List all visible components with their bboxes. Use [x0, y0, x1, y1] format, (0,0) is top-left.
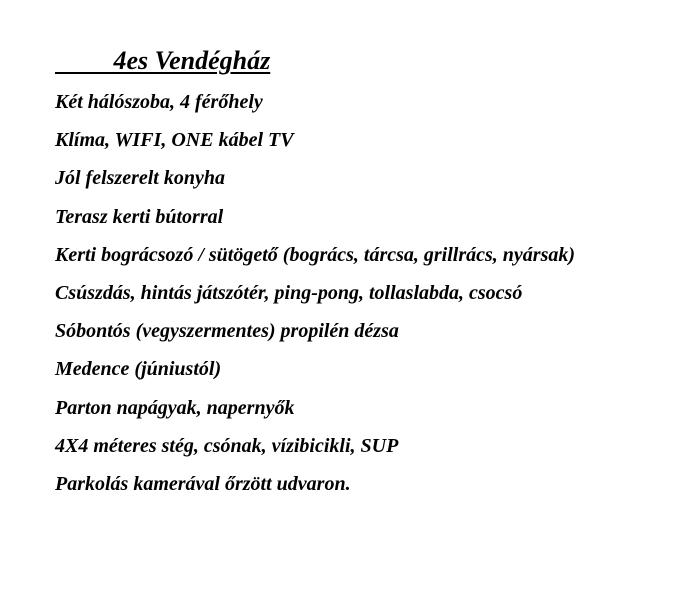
- amenity-line-hot-tub: Sóbontós (vegyszermentes) propilén dézsa: [55, 320, 399, 343]
- amenity-line-terrace: Terasz kerti bútorral: [55, 205, 224, 228]
- amenities-list: [55, 91, 575, 511]
- amenity-line-kitchen: Jól felszerelt konyha: [55, 167, 225, 190]
- amenity-line-grill: Kerti bográcsozó / sütögető (bogrács, tárcsa, grillrács, nyársak): [55, 243, 576, 266]
- amenity-line-playground: Csúszdás, hintás játszótér, ping-pong, tollaslabda, csocsó: [55, 281, 523, 304]
- amenity-line-rooms: Két hálószoba, 4 férőhely: [55, 91, 263, 113]
- amenity-line-pool: Medence (júniustól): [55, 358, 222, 381]
- amenity-line-parking: Parkolás kamerával őrzött udvaron.: [55, 472, 351, 495]
- amenity-line-sunbeds: Parton napágyak, napernyők: [55, 396, 295, 419]
- amenity-line-pier: 4X4 méteres stég, csónak, vízibicikli, SUP: [55, 434, 399, 457]
- amenity-line-climate: Klíma, WIFI, ONE kábel TV: [55, 129, 294, 152]
- document-title: 4es Vendégház: [55, 46, 271, 75]
